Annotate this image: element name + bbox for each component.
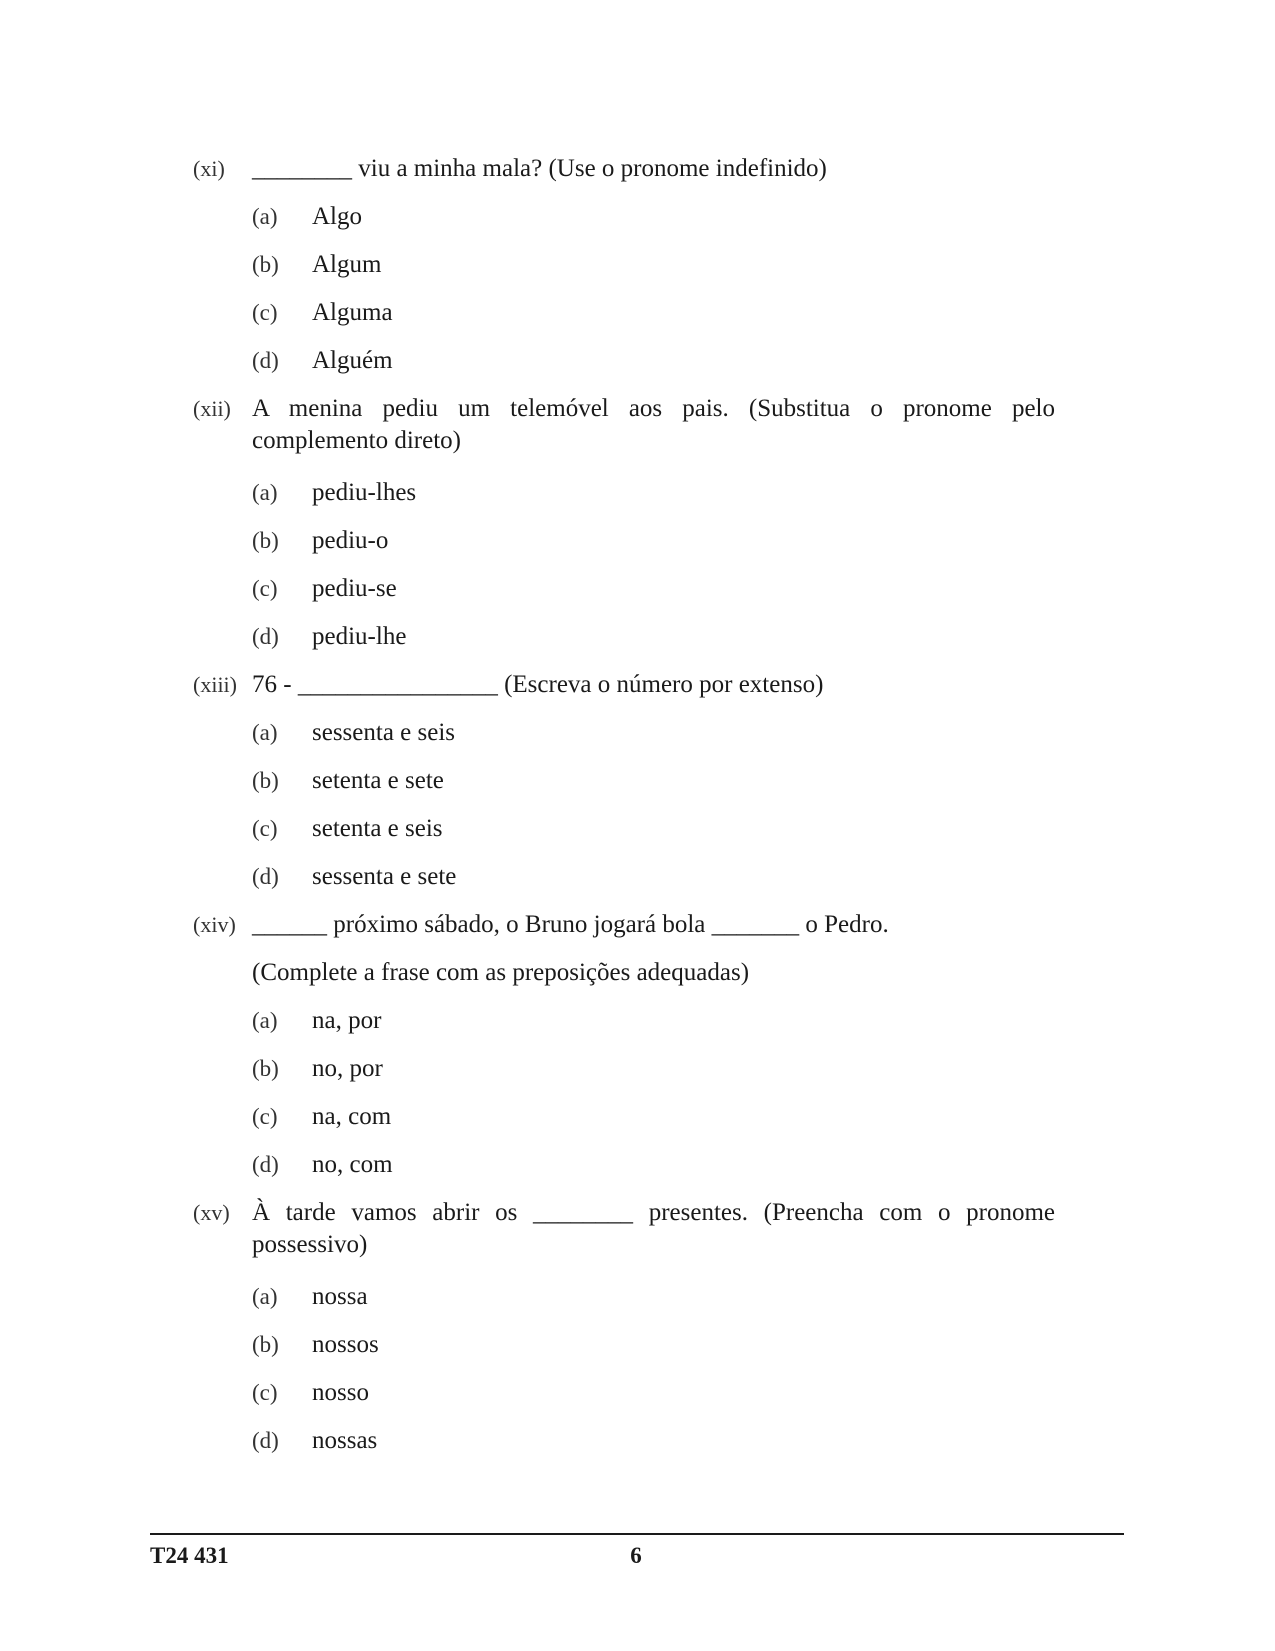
option-letter: (d) [252, 348, 279, 373]
option-letter: (a) [252, 204, 278, 229]
option-text: na, por [312, 1007, 382, 1034]
question-line [193, 145, 1055, 193]
question-text: À tarde vamos abrir os ________ presentes. (Preencha com o pronome [252, 1199, 1055, 1226]
question-number: (xi) [193, 156, 225, 181]
option-letter: (b) [252, 252, 279, 277]
option-d [193, 853, 1055, 901]
option-c [193, 1369, 1055, 1417]
question-line [193, 661, 1055, 709]
question-xi [193, 145, 1055, 385]
option-b [193, 1045, 1055, 1093]
question-text: A menina pediu um telemóvel aos pais. (Substitua o pronome pelo [252, 395, 1055, 422]
option-text: Alguém [312, 347, 393, 374]
option-text: Algo [312, 203, 362, 230]
footer-divider [150, 1533, 1124, 1535]
question-xii [193, 385, 1055, 661]
question-number: (xii) [193, 396, 231, 421]
option-letter: (d) [252, 624, 279, 649]
option-text: nossa [312, 1283, 368, 1310]
option-letter: (d) [252, 1152, 279, 1177]
option-d [193, 1417, 1055, 1465]
question-continuation: complemento direto) [252, 427, 461, 454]
option-letter: (a) [252, 1284, 278, 1309]
option-text: pediu-lhe [312, 623, 407, 650]
option-text: setenta e seis [312, 815, 443, 842]
option-letter: (b) [252, 1332, 279, 1357]
question-xv [193, 1189, 1055, 1465]
option-b [193, 241, 1055, 289]
option-text: pediu-se [312, 575, 397, 602]
option-a [193, 469, 1055, 517]
option-d [193, 1141, 1055, 1189]
question-text: ________ viu a minha mala? (Use o pronome indefinido) [252, 155, 827, 182]
option-letter: (c) [252, 1104, 278, 1129]
option-text: nossos [312, 1331, 379, 1358]
question-number: (xv) [193, 1200, 230, 1225]
footer-page-number: 6 [630, 1543, 642, 1568]
option-letter: (d) [252, 1428, 279, 1453]
option-text: no, por [312, 1055, 383, 1082]
option-c [193, 1093, 1055, 1141]
question-text: 76 - ________________ (Escreva o número por extenso) [252, 671, 824, 698]
option-a [193, 1273, 1055, 1321]
option-text: setenta e sete [312, 767, 444, 794]
question-xiii [193, 661, 1055, 901]
question-xiv [193, 901, 1055, 1189]
option-text: Algum [312, 251, 382, 278]
option-c [193, 565, 1055, 613]
option-letter: (c) [252, 1380, 278, 1405]
option-letter: (a) [252, 720, 278, 745]
option-b [193, 1321, 1055, 1369]
option-a [193, 997, 1055, 1045]
option-letter: (c) [252, 300, 278, 325]
option-letter: (b) [252, 528, 279, 553]
option-letter: (b) [252, 1056, 279, 1081]
option-b [193, 757, 1055, 805]
option-d [193, 337, 1055, 385]
question-number: (xiv) [193, 912, 236, 937]
option-a [193, 709, 1055, 757]
option-letter: (a) [252, 1008, 278, 1033]
option-d [193, 613, 1055, 661]
option-text: sessenta e seis [312, 719, 456, 746]
option-letter: (b) [252, 768, 279, 793]
question-continuation: possessivo) [252, 1231, 368, 1258]
option-letter: (c) [252, 576, 278, 601]
question-text: ______ próximo sábado, o Bruno jogará bola _______ o Pedro. [252, 911, 889, 938]
option-text: no, com [312, 1151, 393, 1178]
option-text: Alguma [312, 299, 393, 326]
option-text: nosso [312, 1379, 369, 1406]
option-letter: (d) [252, 864, 279, 889]
option-c [193, 289, 1055, 337]
question-line [193, 901, 1055, 949]
footer-paper-code: T24 431 [150, 1543, 229, 1568]
option-letter: (c) [252, 816, 278, 841]
option-text: pediu-lhes [312, 479, 417, 506]
option-text: na, com [312, 1103, 392, 1130]
option-text: pediu-o [312, 527, 389, 554]
option-c [193, 805, 1055, 853]
question-instruction: (Complete a frase com as preposições adequadas) [252, 959, 750, 986]
option-a [193, 193, 1055, 241]
question-number: (xiii) [193, 672, 237, 697]
option-text: sessenta e sete [312, 863, 457, 890]
option-letter: (a) [252, 480, 278, 505]
option-text: nossas [312, 1427, 378, 1454]
option-b [193, 517, 1055, 565]
